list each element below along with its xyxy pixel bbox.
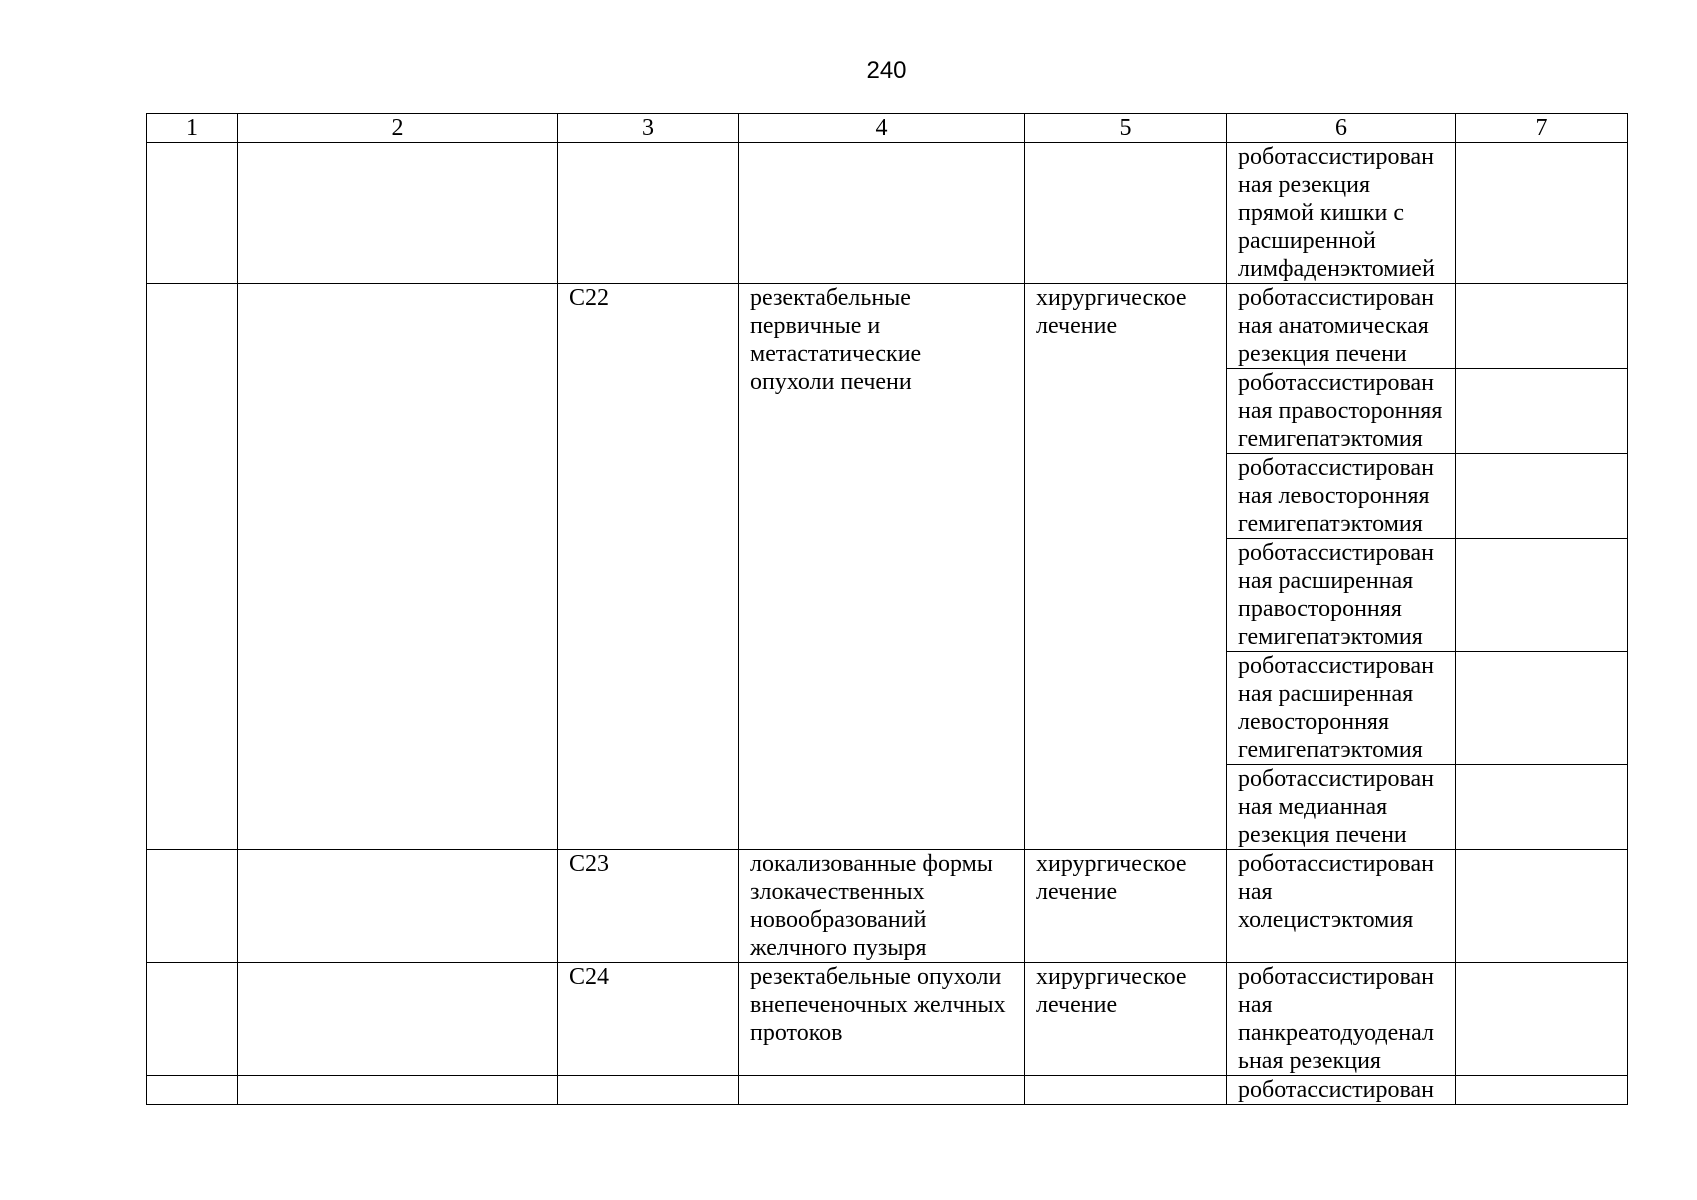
cell-number xyxy=(147,143,238,284)
cell-number xyxy=(147,850,238,963)
cell-cost xyxy=(1456,539,1628,652)
header-col-7: 7 xyxy=(1456,114,1628,143)
cell-profile xyxy=(238,850,558,963)
cell-number xyxy=(147,1076,238,1105)
cell-profile xyxy=(238,1076,558,1105)
cell-method: роботассистирован ная расширенная правосторонняя гемигепатэктомия xyxy=(1227,539,1456,652)
table-header-row xyxy=(147,114,1628,143)
cell-method: роботассистирован xyxy=(1227,1076,1456,1105)
cell-code xyxy=(558,1076,739,1105)
cell-treatment: хирургическое лечение xyxy=(1025,284,1227,850)
cell-number xyxy=(147,284,238,850)
cell-method: роботассистирован ная холецистэктомия xyxy=(1227,850,1456,963)
table-row xyxy=(147,850,1628,963)
cell-method: роботассистирован ная резекция прямой кишки с расширенной лимфаденэктомией xyxy=(1227,143,1456,284)
page-number: 240 xyxy=(866,57,907,84)
table-row xyxy=(147,963,1628,1076)
cell-diagnosis: резектабельные опухоли внепеченочных желчных протоков xyxy=(739,963,1025,1076)
header-col-5: 5 xyxy=(1025,114,1227,143)
cell-profile xyxy=(238,284,558,850)
cell-treatment: хирургическое лечение xyxy=(1025,850,1227,963)
cell-method: роботассистирован ная правосторонняя гемигепатэктомия xyxy=(1227,369,1456,454)
cell-cost xyxy=(1456,369,1628,454)
cell-code: C22 xyxy=(558,284,739,850)
cell-diagnosis xyxy=(739,1076,1025,1105)
cell-cost xyxy=(1456,850,1628,963)
cell-number xyxy=(147,963,238,1076)
table-row xyxy=(147,1076,1628,1105)
cell-treatment xyxy=(1025,1076,1227,1105)
cell-cost xyxy=(1456,1076,1628,1105)
cell-cost xyxy=(1456,454,1628,539)
cell-code: C23 xyxy=(558,850,739,963)
cell-method: роботассистирован ная расширенная левосторонняя гемигепатэктомия xyxy=(1227,652,1456,765)
cell-cost xyxy=(1456,143,1628,284)
cell-profile xyxy=(238,143,558,284)
medical-care-table xyxy=(146,113,1628,1105)
cell-method: роботассистирован ная анатомическая резекция печени xyxy=(1227,284,1456,369)
cell-profile xyxy=(238,963,558,1076)
cell-method: роботассистирован ная панкреатодуоденал ьная резекция xyxy=(1227,963,1456,1076)
cell-cost xyxy=(1456,765,1628,850)
cell-treatment: хирургическое лечение xyxy=(1025,963,1227,1076)
header-col-3: 3 xyxy=(558,114,739,143)
cell-method: роботассистирован ная медианная резекция печени xyxy=(1227,765,1456,850)
cell-diagnosis: резектабельные первичные и метастатические опухоли печени xyxy=(739,284,1025,850)
header-col-6: 6 xyxy=(1227,114,1456,143)
header-col-1: 1 xyxy=(147,114,238,143)
cell-cost xyxy=(1456,652,1628,765)
cell-diagnosis: локализованные формы злокачественных новообразований желчного пузыря xyxy=(739,850,1025,963)
cell-code xyxy=(558,143,739,284)
cell-code: C24 xyxy=(558,963,739,1076)
table-row xyxy=(147,143,1628,284)
cell-cost xyxy=(1456,963,1628,1076)
header-col-2: 2 xyxy=(238,114,558,143)
cell-diagnosis xyxy=(739,143,1025,284)
cell-treatment xyxy=(1025,143,1227,284)
header-col-4: 4 xyxy=(739,114,1025,143)
cell-method: роботассистирован ная левосторонняя гемигепатэктомия xyxy=(1227,454,1456,539)
table-row xyxy=(147,284,1628,369)
cell-cost xyxy=(1456,284,1628,369)
